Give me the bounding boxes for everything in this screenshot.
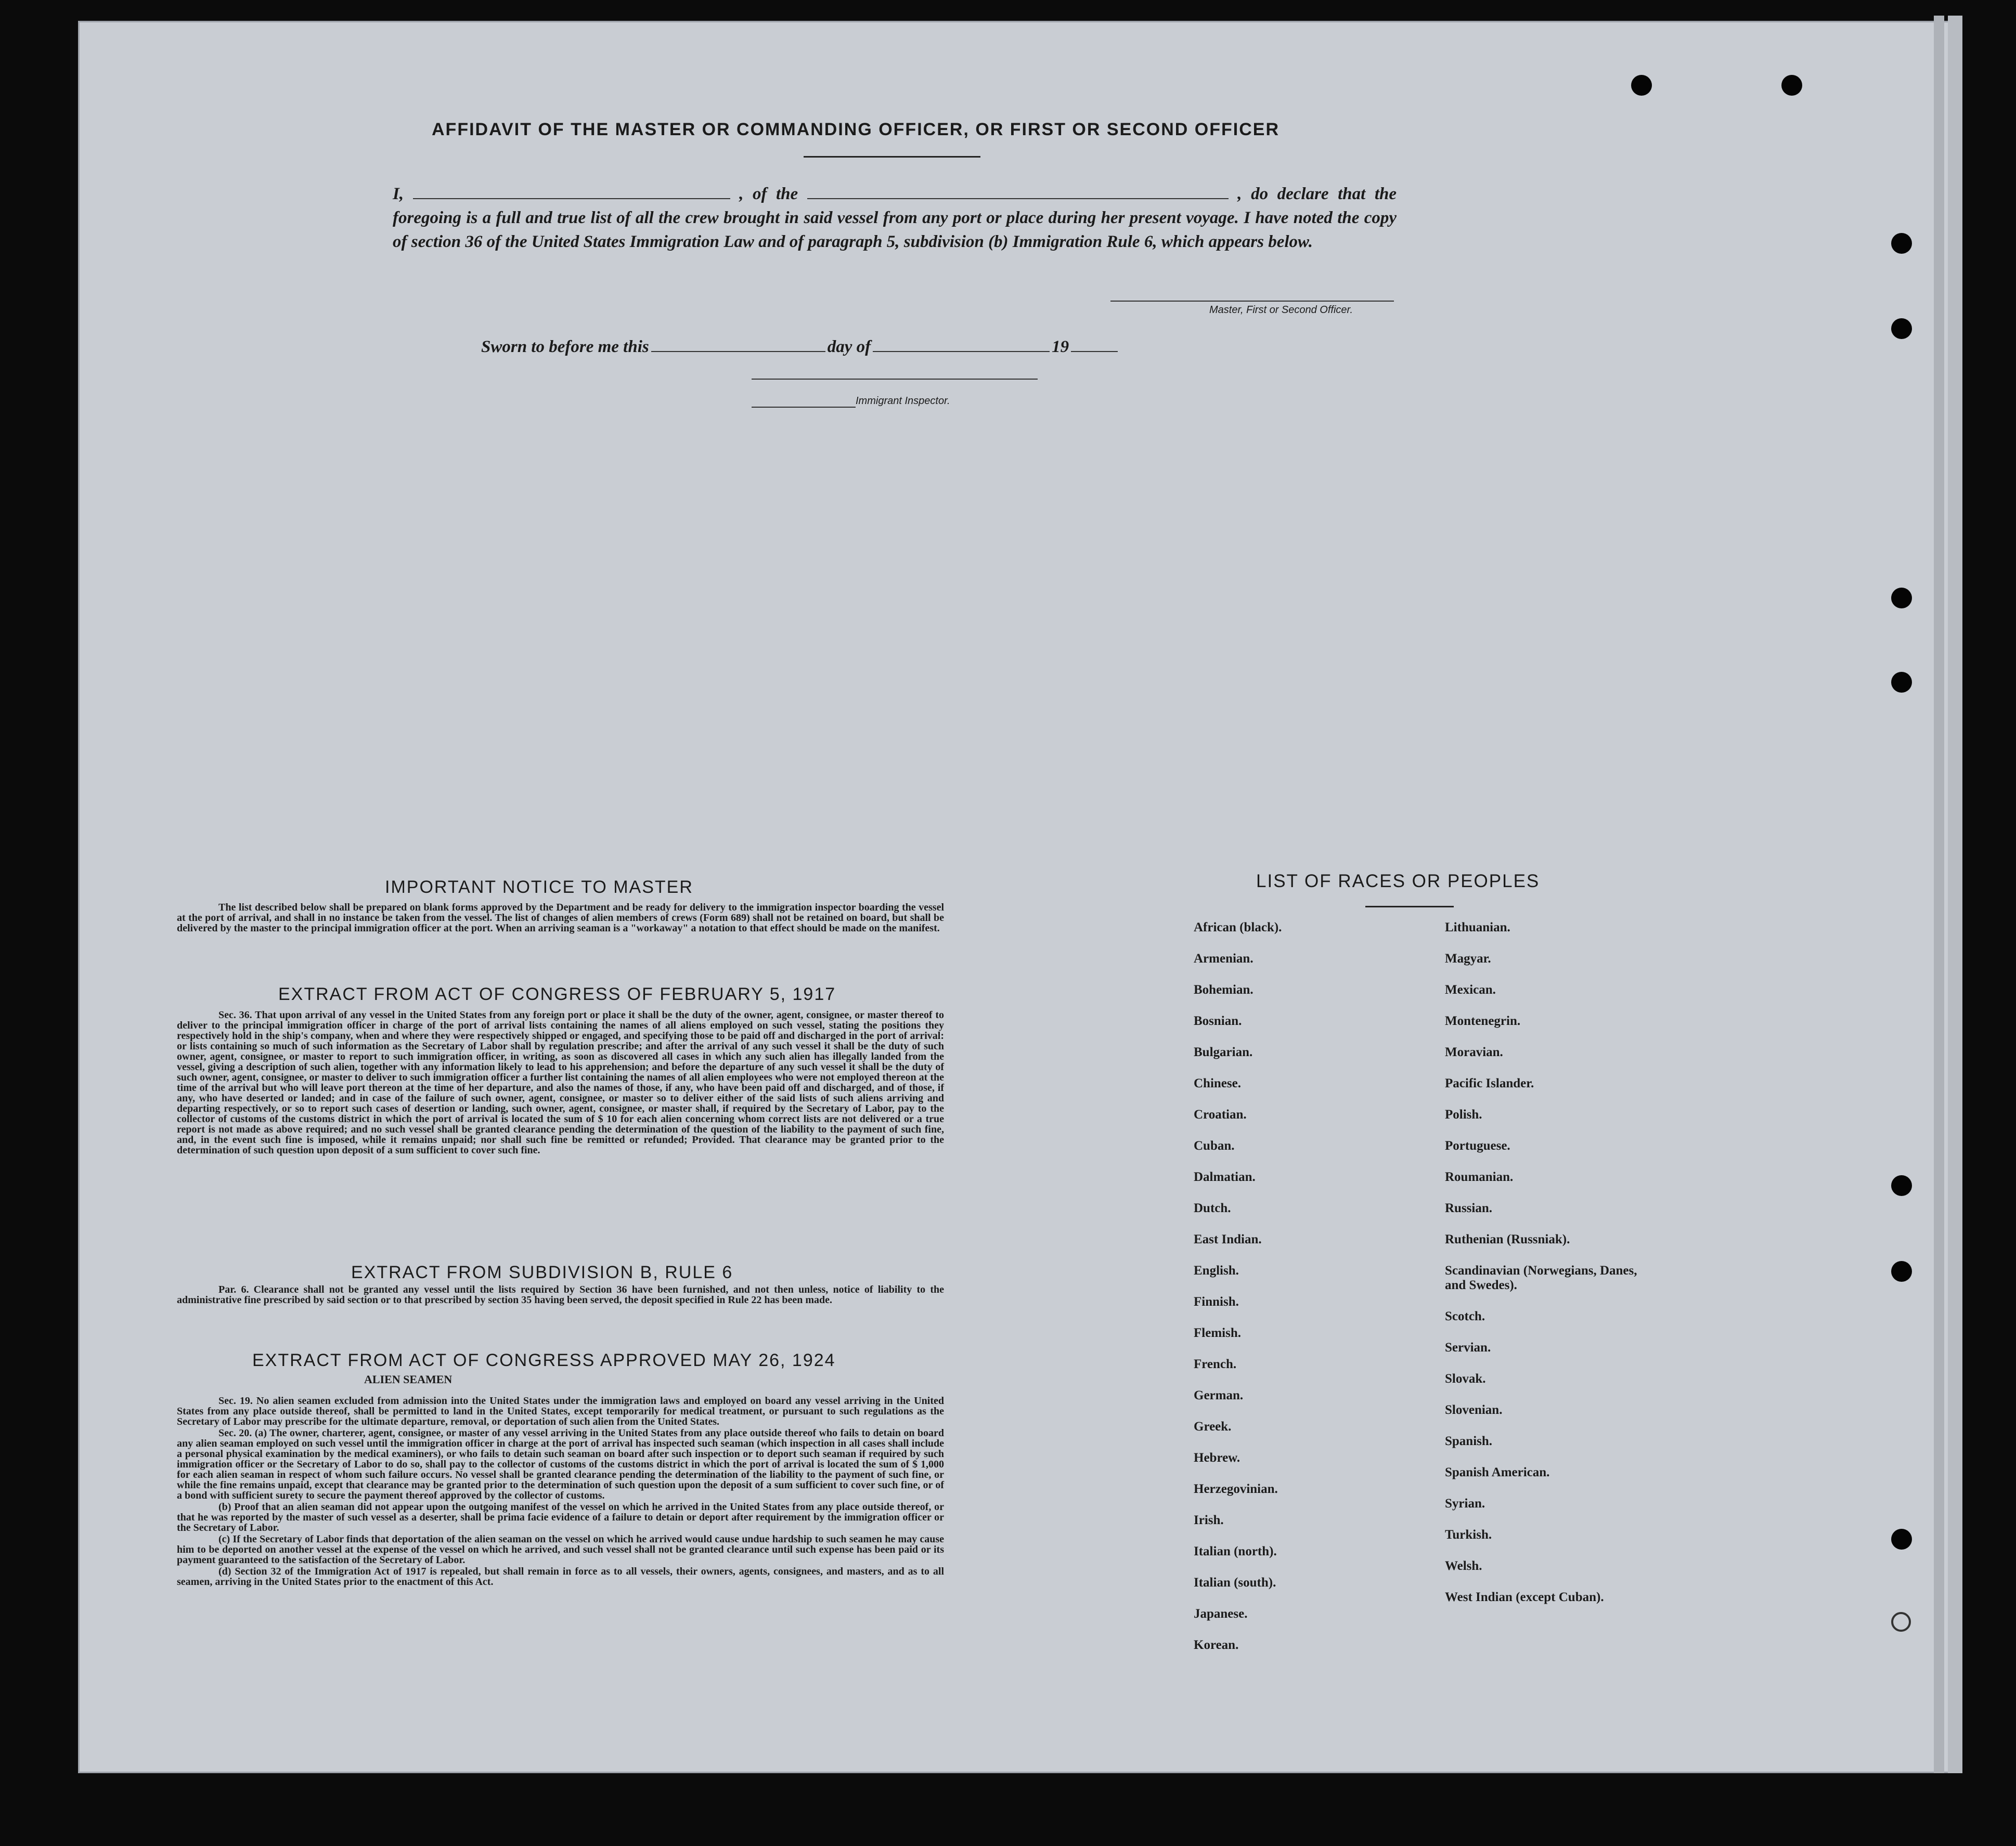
race-item: Bulgarian. bbox=[1194, 1045, 1253, 1059]
race-item: Herzegovinian. bbox=[1194, 1482, 1278, 1496]
punch-hole bbox=[1891, 1175, 1912, 1196]
race-item: Italian (north). bbox=[1194, 1544, 1277, 1558]
race-item: Spanish American. bbox=[1445, 1465, 1550, 1479]
page-edge bbox=[1934, 16, 1944, 1773]
race-item: Syrian. bbox=[1445, 1497, 1485, 1511]
races-left-column bbox=[1194, 920, 1423, 1669]
race-item: Montenegrin. bbox=[1445, 1014, 1521, 1028]
punch-hole bbox=[1631, 75, 1652, 96]
affidavit-i: I, bbox=[393, 185, 404, 203]
inspector-short-line bbox=[752, 407, 856, 408]
race-item: Servian. bbox=[1445, 1341, 1491, 1355]
sworn-year: 19 bbox=[1052, 337, 1069, 356]
alien-seamen-subtitle: ALIEN SEAMEN bbox=[364, 1373, 453, 1386]
punch-hole bbox=[1891, 588, 1912, 608]
race-item: East Indian. bbox=[1194, 1232, 1262, 1246]
race-item: Russian. bbox=[1445, 1201, 1493, 1215]
extract-1924-paragraph: (c) If the Secretary of Labor finds that deportation of the alien seaman on the vessel on which he arrived would cause undue hardship to such seamen he may cause him to be deported on another vessel at the expense of the vessel on which he arrived, and such vessel shall not be granted clearance until such expense has been paid or its payment guaranteed to the satisfaction of the Secretary of Labor. bbox=[177, 1533, 944, 1566]
sworn-prefix: Sworn to before me this bbox=[481, 337, 649, 356]
extract-1924-paragraph: Sec. 19. No alien seamen excluded from admission into the United States under the immigration laws and employed on board any vessel arriving in the United States from any place outside thereof, shall be permitted to land in the United States, except temporarily for medical treatment, or pursuant to such regulations as the Secretary of Labor may prescribe for the ultimate departure, removal, or deportation of such alien from the United States. bbox=[177, 1395, 944, 1427]
inspector-signature-line bbox=[752, 379, 1038, 380]
punch-hole bbox=[1781, 75, 1802, 96]
signature-caption: Master, First or Second Officer. bbox=[1209, 304, 1353, 316]
race-item: Portuguese. bbox=[1445, 1139, 1510, 1153]
punch-hole bbox=[1891, 1261, 1912, 1282]
race-item: Ruthenian (Russniak). bbox=[1445, 1232, 1570, 1246]
race-item: Bosnian. bbox=[1194, 1014, 1242, 1028]
race-item: Korean. bbox=[1194, 1638, 1239, 1652]
race-item: Finnish. bbox=[1194, 1295, 1239, 1309]
affidavit-of-the: , of the bbox=[739, 185, 798, 203]
extract-1924-paragraph: Sec. 20. (a) The owner, charterer, agent, consignee, or master of any vessel arriving in the United States from any place outside thereof who fails to detain on board any alien seaman employed on such vessel until the immigration officer in charge at the port of arrival has inspected such seaman (which inspection in all cases shall include a personal physical examination by the medical examiners), or who fails to detain such seaman on board after such inspection or to deport such seaman if required by such immigration officer or the Secretary of Labor to do so, shall pay to the collector of customs of the customs district in which the port of arrival is located the sum of $ 1,000 for each alien seaman in respect of whom such failure occurs. No vessel shall be granted clearance pending the determination of the liability to the payment of such fine, or while the fine remains unpaid, except that clearance may be granted prior to the determination of such question upon the deposit of a sum sufficient to cover such fine, or of a bond with sufficient surety to secure the payment thereof approved by the collector of customs. bbox=[177, 1427, 944, 1501]
punch-hole bbox=[1891, 318, 1912, 339]
race-item: German. bbox=[1194, 1388, 1244, 1402]
races-right-column bbox=[1445, 920, 1643, 1621]
race-item: Welsh. bbox=[1445, 1559, 1482, 1573]
race-item: Armenian. bbox=[1194, 952, 1253, 966]
notice-title: IMPORTANT NOTICE TO MASTER bbox=[385, 877, 693, 897]
extract-1924-title: EXTRACT FROM ACT OF CONGRESS APPROVED MAY 26, 1924 bbox=[252, 1350, 836, 1370]
race-item: Magyar. bbox=[1445, 952, 1491, 966]
extract-1917-title: EXTRACT FROM ACT OF CONGRESS OF FEBRUARY 5, 1917 bbox=[278, 984, 836, 1004]
race-item: Greek. bbox=[1194, 1420, 1232, 1434]
sworn-line bbox=[481, 335, 1120, 357]
rule6-title: EXTRACT FROM SUBDIVISION B, RULE 6 bbox=[351, 1263, 733, 1282]
race-item: Moravian. bbox=[1445, 1045, 1503, 1059]
name-blank bbox=[413, 183, 730, 199]
affidavit-declare: , do declare bbox=[1237, 185, 1329, 203]
signature-line bbox=[1110, 301, 1394, 302]
race-item: Dalmatian. bbox=[1194, 1170, 1256, 1184]
race-item: Slovenian. bbox=[1445, 1403, 1503, 1417]
race-item: Croatian. bbox=[1194, 1108, 1247, 1122]
vessel-blank bbox=[807, 183, 1229, 199]
punch-hole bbox=[1891, 1529, 1912, 1550]
affidavit-text: that the foregoing is a full and true list of all the crew brought in said vessel from any port or place during her present voyage. I have noted the copy of section 36 of the United States Immigration Law and of paragraph 5, subdivision (b) Immigration Rule 6, which appears below. bbox=[393, 185, 1397, 251]
race-item: Spanish. bbox=[1445, 1434, 1493, 1448]
month-blank bbox=[873, 335, 1050, 352]
race-item: Cuban. bbox=[1194, 1139, 1235, 1153]
race-item: Bohemian. bbox=[1194, 983, 1253, 997]
race-item: Chinese. bbox=[1194, 1076, 1241, 1090]
race-item: Hebrew. bbox=[1194, 1451, 1240, 1465]
race-item: Turkish. bbox=[1445, 1528, 1492, 1542]
affidavit-title: AFFIDAVIT OF THE MASTER OR COMMANDING OFFICER, OR FIRST OR SECOND OFFICER bbox=[432, 120, 1280, 139]
race-item: Dutch. bbox=[1194, 1201, 1231, 1215]
inspector-caption: Immigrant Inspector. bbox=[856, 395, 950, 407]
race-item: Scandinavian (Norwegians, Danes, and Swedes). bbox=[1445, 1264, 1637, 1292]
race-item: West Indian (except Cuban). bbox=[1445, 1590, 1604, 1604]
notice-text: The list described below shall be prepared on blank forms approved by the Department and be ready for delivery to the immigration inspector boarding the vessel at the port of arrival, and shall in no instance be taken from the vessel. The list of changes of alien members of crews (Form 689) shall not be retained on board, but shall be delivered by the master to the principal immigration officer at the port. When an arriving seaman is a "workaway" a notation to that effect should be made on the manifest. bbox=[177, 902, 944, 934]
page-edge bbox=[1948, 16, 1962, 1773]
race-item: Italian (south). bbox=[1194, 1576, 1276, 1590]
race-item: Lithuanian. bbox=[1445, 920, 1510, 934]
race-item: Japanese. bbox=[1194, 1607, 1248, 1621]
race-item: French. bbox=[1194, 1357, 1237, 1371]
race-item: Roumanian. bbox=[1445, 1170, 1514, 1184]
race-item: Flemish. bbox=[1194, 1326, 1241, 1340]
extract-1924-body bbox=[177, 1396, 944, 1588]
race-item: Irish. bbox=[1194, 1513, 1224, 1527]
punch-hole bbox=[1891, 233, 1912, 254]
race-item: Polish. bbox=[1445, 1108, 1482, 1122]
extract-1924-paragraph: (b) Proof that an alien seaman did not appear upon the outgoing manifest of the vessel on which he arrived in the United States from any place outside thereof, or that he was reported by the master of such vessel as a deserter, shall be prima facie evidence of a failure to detain or deport after requirement by the immigration officer or the Secretary of Labor. bbox=[177, 1501, 944, 1533]
extract-1917-text: Sec. 36. That upon arrival of any vessel in the United States from any foreign port or place it shall be the duty of the owner, agent, consignee, or master thereof to deliver to the principal immigration officer in charge of the port of arrival lists containing the names of all aliens employed on such vessel, stating the positions they respectively hold in the ship's company, when and where they were respectively shipped or engaged, and specifying those to be paid off and discharged in the port of arrival: or lists containing so much of such information as the Secretary of Labor shall by regulation prescribe; and after the arrival of any such vessel it shall be the duty of such owner, agent, consignee, or master to report to such immigration officer, in writing, as soon as discovered all cases in which any such alien has illegally landed from the vessel, giving a description of such alien, together with any information likely to lead to his apprehension; and before the departure of any such vessel it shall be the duty of such owner, agent, consignee, or master to deliver to such immigration officer a further list containing the names of all alien employees who were not employed thereon at the time of the arrival but who will leave port thereon at the time of her departure, and also the names of those, if any, who have been paid off and discharged, and of those, if any, who have deserted or landed; and in case of the failure of such owner, agent, consignee, or master so to deliver either of the said lists of such aliens arriving and departing respectively, or so to report such cases of desertion or landing, such owner, agent, consignee, or master shall, if required by the Secretary of Labor, pay to the collector of customs of the customs district in which the port of arrival is located the sum of $ 10 for each alien concerning whom correct lists are not delivered or a true report is not made as above required; and no such vessel shall be granted clearance pending the determination of the question of the liability to the payment of such fine, and, in the event such fine is imposed, while it remains unpaid; nor shall such fine be remitted or refunded; Provided. That clearance may be granted prior to the determination of such question upon deposit of a sum sufficient to cover such fine. bbox=[177, 1009, 944, 1156]
extract-1924-paragraph: (d) Section 32 of the Immigration Act of 1917 is repealed, but shall remain in force as to all vessels, their owners, agents, consignees, and masters, and as to all seamen, arriving in the United States prior to the enactment of this Act. bbox=[177, 1566, 944, 1588]
sworn-day-of: day of bbox=[827, 337, 871, 356]
races-rule bbox=[1365, 906, 1454, 907]
races-title: LIST OF RACES OR PEOPLES bbox=[1256, 871, 1540, 891]
day-blank bbox=[651, 335, 825, 352]
title-rule bbox=[804, 156, 980, 158]
affidavit-body bbox=[393, 182, 1397, 254]
race-item: English. bbox=[1194, 1264, 1239, 1278]
race-item: African (black). bbox=[1194, 920, 1282, 934]
race-item: Slovak. bbox=[1445, 1372, 1486, 1386]
punch-hole bbox=[1891, 672, 1912, 693]
rule6-text: Par. 6. Clearance shall not be granted any vessel until the lists required by Section 36 have been furnished, and not then unless, notice of liability to the administrative fine prescribed by said section or to that prescribed by section 35 having been served, the deposit specified in Rule 22 has been made. bbox=[177, 1284, 944, 1306]
year-blank bbox=[1071, 335, 1118, 352]
punch-hole bbox=[1891, 1612, 1911, 1632]
race-item: Pacific Islander. bbox=[1445, 1076, 1534, 1090]
race-item: Scotch. bbox=[1445, 1309, 1485, 1323]
race-item: Mexican. bbox=[1445, 983, 1496, 997]
